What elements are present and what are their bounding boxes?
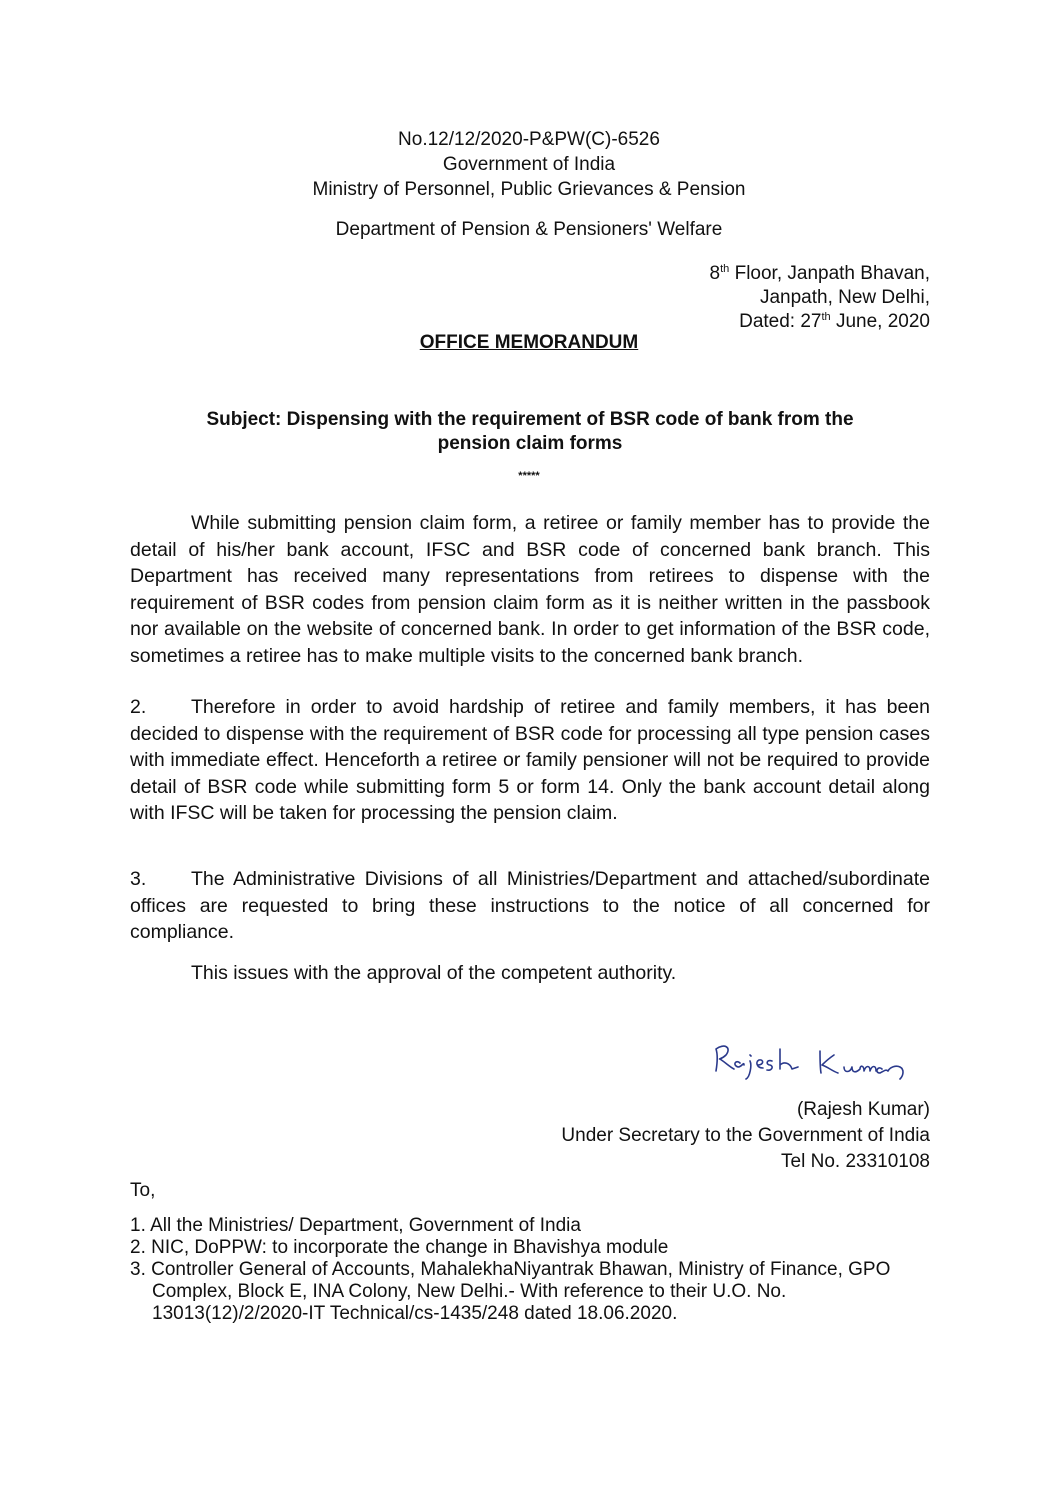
signatory-phone: Tel No. 23310108	[781, 1151, 930, 1172]
department-name: Department of Pension & Pensioners' Welfare	[335, 219, 723, 240]
signatory-designation: Under Secretary to the Government of India	[561, 1125, 930, 1146]
recipient-item: 1. All the Ministries/ Department, Government of India	[130, 1215, 581, 1236]
subject-line-1: Subject: Dispensing with the requirement of BSR code of bank from the	[206, 409, 854, 430]
memo-title: OFFICE MEMORANDUM	[419, 332, 639, 353]
recipient-list	[130, 1215, 950, 1325]
recipient-item: 2. NIC, DoPPW: to incorporate the change in Bhavishya module	[130, 1237, 669, 1258]
floor-superscript: th	[720, 263, 730, 275]
signature-stroke-r	[716, 1046, 734, 1071]
date-superscript: th	[821, 311, 831, 323]
floor-number: 8	[709, 263, 721, 284]
government-name: Government of India	[442, 154, 616, 175]
signature-stroke-h	[780, 1049, 798, 1069]
approval-line: This issues with the approval of the competent authority.	[191, 962, 677, 984]
signature-stroke-umar	[844, 1066, 903, 1079]
separator-stars: *****	[518, 470, 540, 482]
signature-stroke-k	[820, 1051, 838, 1073]
floor-rest: Floor, Janpath Bhavan,	[729, 263, 930, 284]
address-line-2: Janpath, New Delhi,	[759, 287, 930, 308]
paragraph-3	[130, 866, 930, 946]
ministry-name: Ministry of Personnel, Public Grievances & Pension	[312, 179, 746, 200]
signature-stroke-ajes	[735, 1055, 772, 1079]
paragraph-1: While submitting pension claim form, a retiree or family member has to provide the detail of his/her bank account, IFSC and BSR code of concerned bank branch. This Department has received many representations from retirees to dispense with the requirement of BSR codes from pension claim form as it is neither written in the passbook nor available on the website of concerned bank. In order to get information of the BSR code, sometimes a retiree has to make multiple visits to the concerned bank branch.	[130, 512, 930, 667]
date-prefix: Dated: 27	[739, 311, 822, 332]
handwritten-signature	[710, 1035, 920, 1085]
recipient-item: 3. Controller General of Accounts, MahalekhaNiyantrak Bhawan, Ministry of Finance, GPO Complex, Block E, INA Colony, New Delhi.- With reference to their U.O. No. 13013(12)/2/2020-IT Technical/cs-1435/248 dated 18.06.2020.	[130, 1259, 891, 1324]
file-number: No.12/12/2020-P&PW(C)-6526	[398, 129, 660, 150]
paragraph-2	[130, 694, 930, 827]
signatory-name: (Rajesh Kumar)	[796, 1099, 930, 1120]
subject-line-2: pension claim forms	[437, 433, 623, 454]
paragraph-3-number: 3.	[130, 868, 147, 890]
paragraph-2-text: Therefore in order to avoid hardship of retiree and family members, it has been decided to dispense with the requirement of BSR code for processing all type pension cases with immediate effect. Henceforth a retiree or family pensioner will not be required to provide detail of BSR code while submitting form 5 or form 14. Only the bank account detail along with IFSC will be taken for processing the pension claim.	[130, 696, 930, 824]
paragraph-3-text: The Administrative Divisions of all Ministries/Department and attached/subordinate offices are requested to bring these instructions to the notice of all concerned for compliance.	[130, 868, 930, 943]
memo-date	[739, 310, 930, 333]
paragraph-2-number: 2.	[130, 696, 147, 718]
address-line-1	[710, 262, 930, 285]
to-label: To,	[130, 1180, 156, 1201]
date-rest: June, 2020	[830, 311, 930, 332]
